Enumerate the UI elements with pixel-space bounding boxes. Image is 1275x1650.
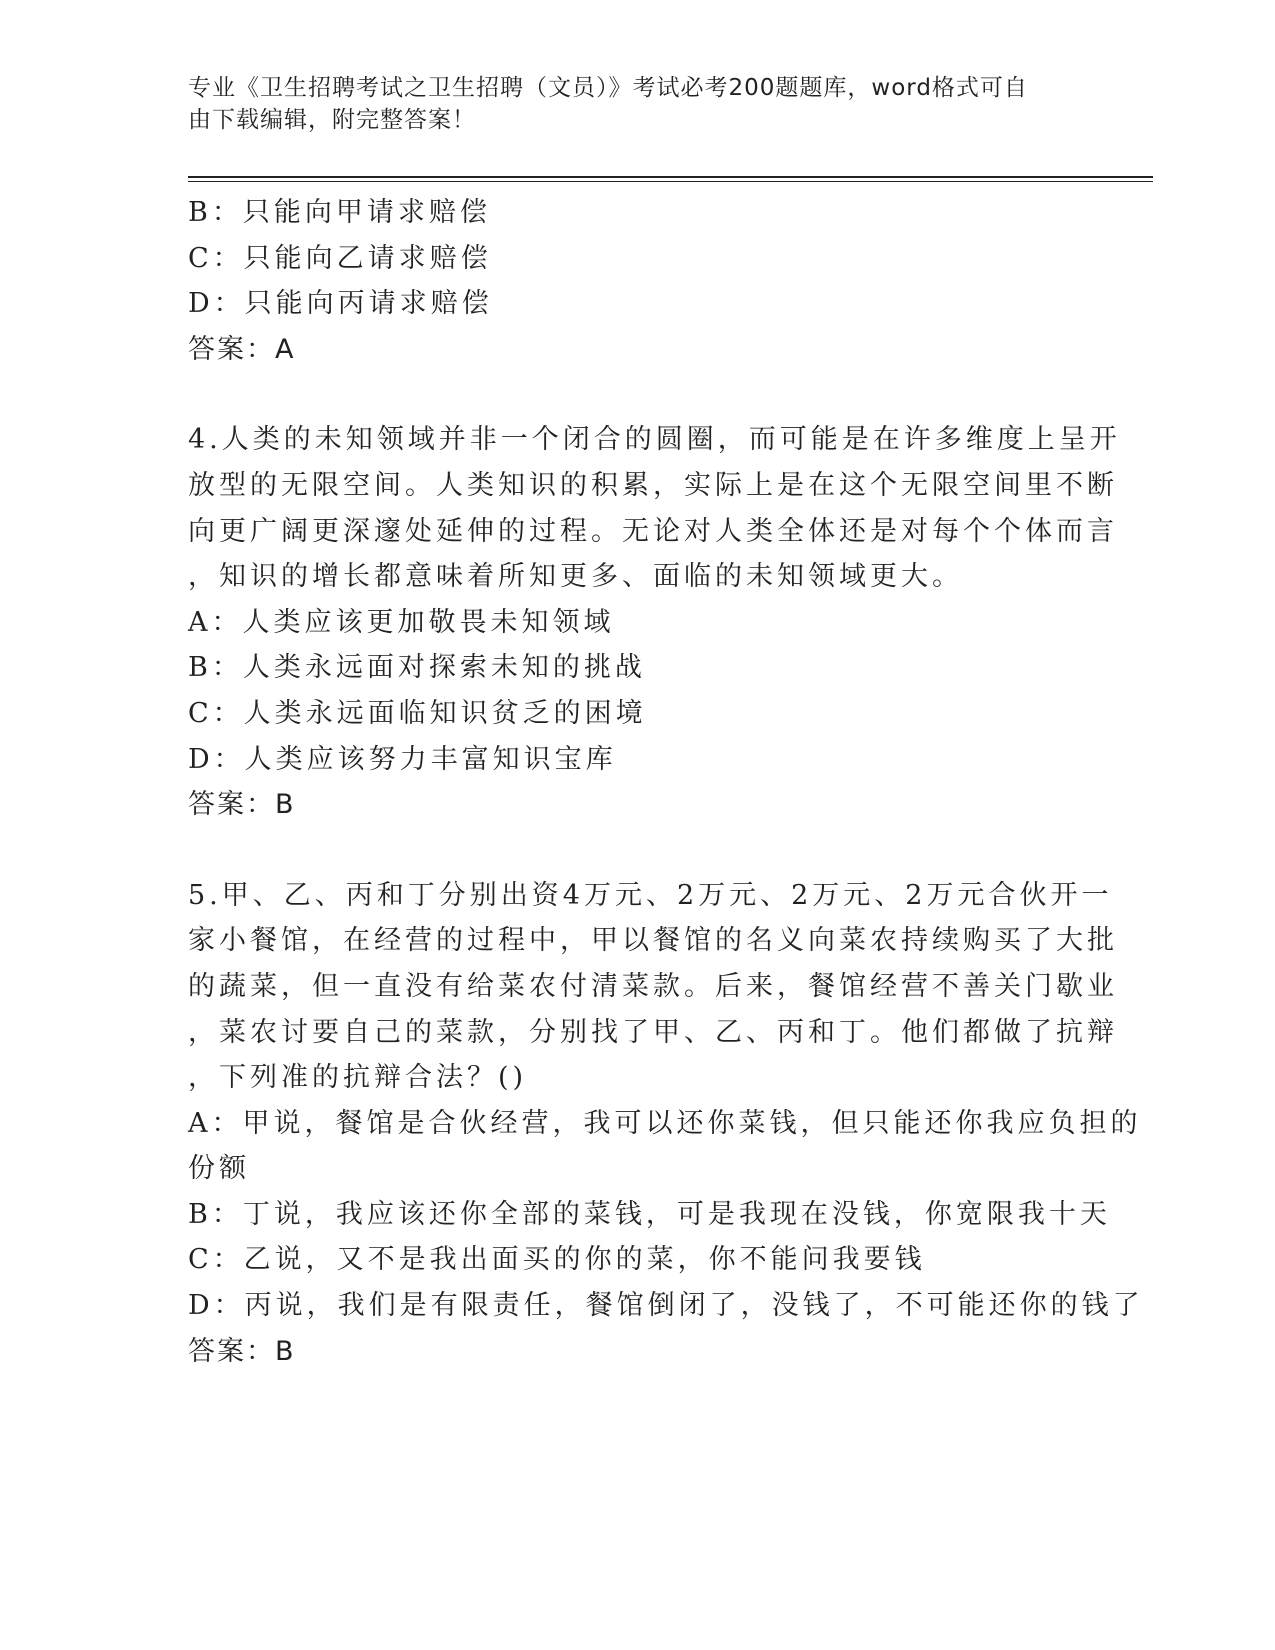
q4-option-b: B：人类永远面对探索未知的挑战 [188,652,646,684]
q4-option-d: D：人类应该努力丰富知识宝库 [188,743,617,775]
q5-option-a-continued: 份额 [188,1153,250,1185]
q4-stem-line-4: ，知识的增长都意味着所知更多、面临的未知领域更大。 [188,561,963,593]
q3-answer: 答案：A [188,333,296,365]
q3-option-d: D：只能向丙请求赔偿 [188,288,493,320]
q5-stem-line-5: ，下列准的抗辩合法？() [188,1062,528,1094]
q4-option-a: A：人类应该更加敬畏未知领域 [188,606,615,638]
q3-option-c: C：只能向乙请求赔偿 [188,242,492,274]
q4-option-c: C：人类永远面临知识贫乏的困境 [188,697,647,729]
q4-answer: 答案：B [188,789,296,821]
q5-answer: 答案：B [188,1335,296,1367]
q5-option-b: B：丁说，我应该还你全部的菜钱，可是我现在没钱，你宽限我十天 [188,1198,1111,1230]
spacer [188,828,1088,873]
q4-stem-line-2: 放型的无限空间。人类知识的积累，实际上是在这个无限空间里不断 [188,469,1118,501]
question-3-fragment [188,190,1088,372]
spacer [188,372,1088,417]
header-rule-thick [188,176,1153,178]
question-5 [188,873,1144,1375]
document-header [188,72,1068,136]
q5-option-a: A：甲说，餐馆是合伙经营，我可以还你菜钱，但只能还你我应负担的 [188,1107,1142,1139]
document-body [188,190,1144,1374]
q4-stem-line-3: 向更广阔更深邃处延伸的过程。无论对人类全体还是对每个个体而言 [188,515,1118,547]
q5-stem-line-4: ，菜农讨要自己的菜款，分别找了甲、乙、丙和丁。他们都做了抗辩 [188,1016,1118,1048]
header-line-2: 由下载编辑，附完整答案！ [188,107,476,133]
q3-option-b: B：只能向甲请求赔偿 [188,197,491,228]
q4-stem-line-1: 4.人类的未知领域并非一个闭合的圆圈，而可能是在许多维度上呈开 [188,424,1121,456]
header-line-1: 专业《卫生招聘考试之卫生招聘（文员）》考试必考200题题库，word格式可自 [188,75,1028,101]
question-4 [188,417,1121,827]
q5-stem-line-3: 的蔬菜，但一直没有给菜农付清菜款。后来，餐馆经营不善关门歇业 [188,970,1118,1002]
header-rule-thin [188,181,1153,182]
q5-stem-line-1: 5.甲、乙、丙和丁分别出资4万元、2万元、2万元、2万元合伙开一 [188,879,1113,911]
q5-option-c: C：乙说，又不是我出面买的你的菜，你不能问我要钱 [188,1244,926,1276]
q5-stem-line-2: 家小餐馆，在经营的过程中，甲以餐馆的名义向菜农持续购买了大批 [188,925,1118,957]
q5-option-d: D：丙说，我们是有限责任，餐馆倒闭了，没钱了，不可能还你的钱了 [188,1290,1144,1322]
